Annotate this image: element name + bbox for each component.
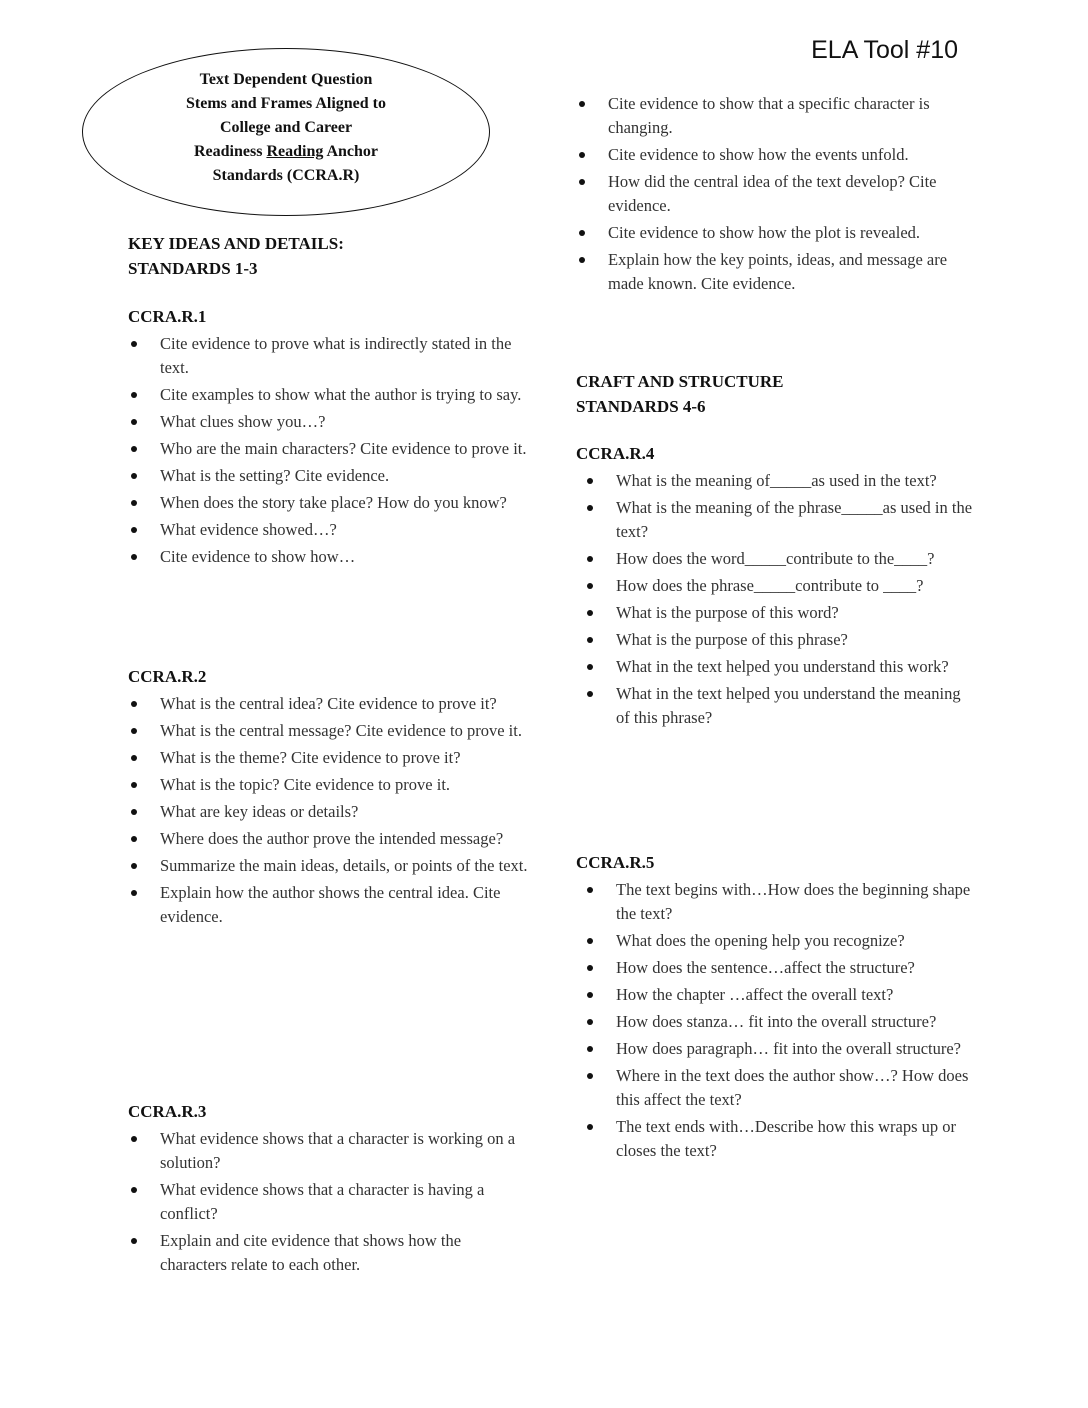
- bullet-icon: [579, 152, 585, 158]
- bullet-icon: [587, 1019, 593, 1025]
- list-item: [128, 746, 528, 770]
- list-item-text: What is the topic? Cite evidence to prove it.: [160, 775, 451, 794]
- tool-label: ELA Tool #10: [811, 36, 958, 64]
- list-item-text: How does the sentence…affect the structure?: [616, 958, 915, 977]
- list-item-text: Cite evidence to show how the events unfold.: [608, 145, 909, 164]
- list-item: [576, 143, 976, 167]
- standard-ccra-r4: [576, 442, 976, 733]
- list-item: [576, 92, 976, 140]
- list-item: [128, 437, 528, 461]
- list-item-text: Cite evidence to prove what is indirectly stated in the text.: [160, 334, 512, 377]
- standard-ccra-r3-continued: [576, 92, 976, 299]
- bullet-icon: [131, 809, 137, 815]
- bullet-list: [576, 92, 976, 296]
- bullet-icon: [131, 782, 137, 788]
- bullet-icon: [131, 863, 137, 869]
- section-heading-craft-structure: [576, 369, 976, 419]
- bullet-icon: [587, 664, 593, 670]
- list-item: [128, 854, 528, 878]
- list-item-text: What is the purpose of this phrase?: [616, 630, 848, 649]
- list-item: [576, 929, 976, 953]
- title-line: Stems and Frames Aligned to: [186, 95, 386, 112]
- list-item-text: What does the opening help you recognize?: [616, 931, 905, 950]
- bullet-icon: [131, 446, 137, 452]
- list-item-text: Cite examples to show what the author is trying to say.: [160, 385, 522, 404]
- standard-ccra-r1: [128, 305, 528, 572]
- list-item-text: Cite evidence to show how…: [160, 547, 356, 566]
- list-item: [576, 655, 976, 679]
- standard-title: CCRA.R.2: [128, 667, 207, 686]
- bullet-list: [128, 332, 528, 569]
- standard-title: CCRA.R.1: [128, 307, 207, 326]
- list-item: [128, 1178, 528, 1226]
- list-item: [128, 773, 528, 797]
- list-item-text: Cite evidence to show how the plot is revealed.: [608, 223, 921, 242]
- standard-ccra-r2: [128, 665, 528, 932]
- standard-ccra-r5: [576, 851, 976, 1166]
- bullet-icon: [587, 556, 593, 562]
- bullet-icon: [587, 637, 593, 643]
- list-item: [128, 800, 528, 824]
- title-line: [83, 140, 489, 164]
- bullet-icon: [131, 500, 137, 506]
- standard-title: CCRA.R.3: [128, 1102, 207, 1121]
- list-item: [576, 1064, 976, 1112]
- bullet-icon: [579, 179, 585, 185]
- list-item: [576, 547, 976, 571]
- list-item: [576, 1115, 976, 1163]
- bullet-icon: [131, 419, 137, 425]
- list-item: [128, 383, 528, 407]
- list-item: [576, 574, 976, 598]
- title-text: Anchor: [323, 143, 379, 160]
- list-item-text: What is the theme? Cite evidence to prove it?: [160, 748, 461, 767]
- list-item-text: How does paragraph… fit into the overall structure?: [616, 1039, 962, 1058]
- bullet-icon: [587, 938, 593, 944]
- list-item: [128, 545, 528, 569]
- bullet-icon: [587, 583, 593, 589]
- list-item-text: How does the phrase_____contribute to ____?: [616, 576, 924, 595]
- list-item-text: How does the word_____contribute to the____?: [616, 549, 935, 568]
- title-line: Text Dependent Question: [199, 71, 373, 88]
- list-item-text: Where does the author prove the intended message?: [160, 829, 504, 848]
- section-heading-line: STANDARDS 1-3: [128, 259, 258, 278]
- list-item: [576, 1037, 976, 1061]
- section-heading-key-ideas: [128, 231, 528, 281]
- list-item: [576, 469, 976, 493]
- list-item: [128, 491, 528, 515]
- title-underlined-word: Reading: [266, 143, 324, 160]
- list-item-text: What is the setting? Cite evidence.: [160, 466, 390, 485]
- list-item-text: How the chapter …affect the overall text?: [616, 985, 894, 1004]
- bullet-icon: [131, 392, 137, 398]
- bullet-icon: [131, 1238, 137, 1244]
- bullet-icon: [131, 1187, 137, 1193]
- bullet-list: [576, 469, 976, 730]
- bullet-icon: [131, 527, 137, 533]
- bullet-icon: [587, 992, 593, 998]
- list-item: [576, 601, 976, 625]
- list-item: [576, 221, 976, 245]
- bullet-list: [128, 692, 528, 929]
- list-item: [576, 983, 976, 1007]
- bullet-icon: [131, 701, 137, 707]
- bullet-icon: [587, 478, 593, 484]
- bullet-icon: [131, 755, 137, 761]
- list-item: [128, 464, 528, 488]
- list-item-text: Explain how the author shows the central idea. Cite evidence.: [160, 883, 501, 926]
- list-item-text: Explain how the key points, ideas, and message are made known. Cite evidence.: [608, 250, 948, 293]
- list-item-text: The text begins with…How does the beginning shape the text?: [616, 880, 971, 923]
- bullet-icon: [131, 341, 137, 347]
- bullet-list: [576, 878, 976, 1163]
- list-item-text: How did the central idea of the text develop? Cite evidence.: [608, 172, 937, 215]
- standard-title: CCRA.R.4: [576, 444, 655, 463]
- list-item: [128, 827, 528, 851]
- bullet-icon: [587, 1124, 593, 1130]
- list-item-text: What are key ideas or details?: [160, 802, 359, 821]
- bullet-icon: [587, 965, 593, 971]
- list-item-text: What is the meaning of_____as used in the text?: [616, 471, 937, 490]
- list-item-text: When does the story take place? How do you know?: [160, 493, 507, 512]
- list-item: [576, 248, 976, 296]
- bullet-list: [128, 1127, 528, 1277]
- bullet-icon: [587, 610, 593, 616]
- bullet-icon: [131, 554, 137, 560]
- document-title: [83, 68, 489, 188]
- list-item-text: What evidence shows that a character is having a conflict?: [160, 1180, 485, 1223]
- list-item-text: Where in the text does the author show…? How does this affect the text?: [616, 1066, 969, 1109]
- list-item-text: Explain and cite evidence that shows how the characters relate to each other.: [160, 1231, 462, 1274]
- list-item: [128, 692, 528, 716]
- bullet-icon: [579, 101, 585, 107]
- bullet-icon: [131, 836, 137, 842]
- section-heading-line: KEY IDEAS AND DETAILS:: [128, 234, 344, 253]
- list-item-text: What in the text helped you understand this work?: [616, 657, 949, 676]
- section-heading-line: CRAFT AND STRUCTURE: [576, 372, 784, 391]
- bullet-icon: [131, 1136, 137, 1142]
- list-item-text: What evidence showed…?: [160, 520, 337, 539]
- bullet-icon: [587, 887, 593, 893]
- list-item-text: What is the central idea? Cite evidence to prove it?: [160, 694, 497, 713]
- title-text: Readiness: [193, 143, 267, 160]
- bullet-icon: [587, 1073, 593, 1079]
- list-item: [128, 518, 528, 542]
- list-item: [576, 496, 976, 544]
- title-line: College and Career: [219, 119, 353, 136]
- bullet-icon: [587, 691, 593, 697]
- list-item-text: What evidence shows that a character is working on a solution?: [160, 1129, 516, 1172]
- section-heading-line: STANDARDS 4-6: [576, 397, 706, 416]
- list-item: [576, 956, 976, 980]
- standard-ccra-r3: [128, 1100, 528, 1280]
- list-item-text: What clues show you…?: [160, 412, 326, 431]
- bullet-icon: [131, 890, 137, 896]
- bullet-icon: [587, 505, 593, 511]
- bullet-icon: [579, 230, 585, 236]
- bullet-icon: [579, 257, 585, 263]
- list-item: [576, 628, 976, 652]
- list-item: [128, 1127, 528, 1175]
- list-item: [576, 682, 976, 730]
- list-item-text: Who are the main characters? Cite evidence to prove it.: [160, 439, 527, 458]
- list-item: [128, 332, 528, 380]
- list-item-text: What in the text helped you understand the meaning of this phrase?: [616, 684, 961, 727]
- title-line: Standards (CCRA.R): [212, 167, 360, 184]
- list-item: [576, 1010, 976, 1034]
- list-item: [576, 878, 976, 926]
- list-item: [128, 881, 528, 929]
- list-item-text: Summarize the main ideas, details, or points of the text.: [160, 856, 528, 875]
- list-item-text: How does stanza… fit into the overall structure?: [616, 1012, 937, 1031]
- list-item: [128, 1229, 528, 1277]
- title-oval: [82, 48, 490, 216]
- list-item: [128, 719, 528, 743]
- standard-title: CCRA.R.5: [576, 853, 655, 872]
- list-item: [576, 170, 976, 218]
- list-item: [128, 410, 528, 434]
- bullet-icon: [131, 473, 137, 479]
- bullet-icon: [131, 728, 137, 734]
- bullet-icon: [587, 1046, 593, 1052]
- list-item-text: What is the purpose of this word?: [616, 603, 839, 622]
- list-item-text: Cite evidence to show that a specific character is changing.: [608, 94, 930, 137]
- list-item-text: What is the meaning of the phrase_____as used in the text?: [616, 498, 973, 541]
- list-item-text: The text ends with…Describe how this wraps up or closes the text?: [616, 1117, 957, 1160]
- list-item-text: What is the central message? Cite evidence to prove it.: [160, 721, 522, 740]
